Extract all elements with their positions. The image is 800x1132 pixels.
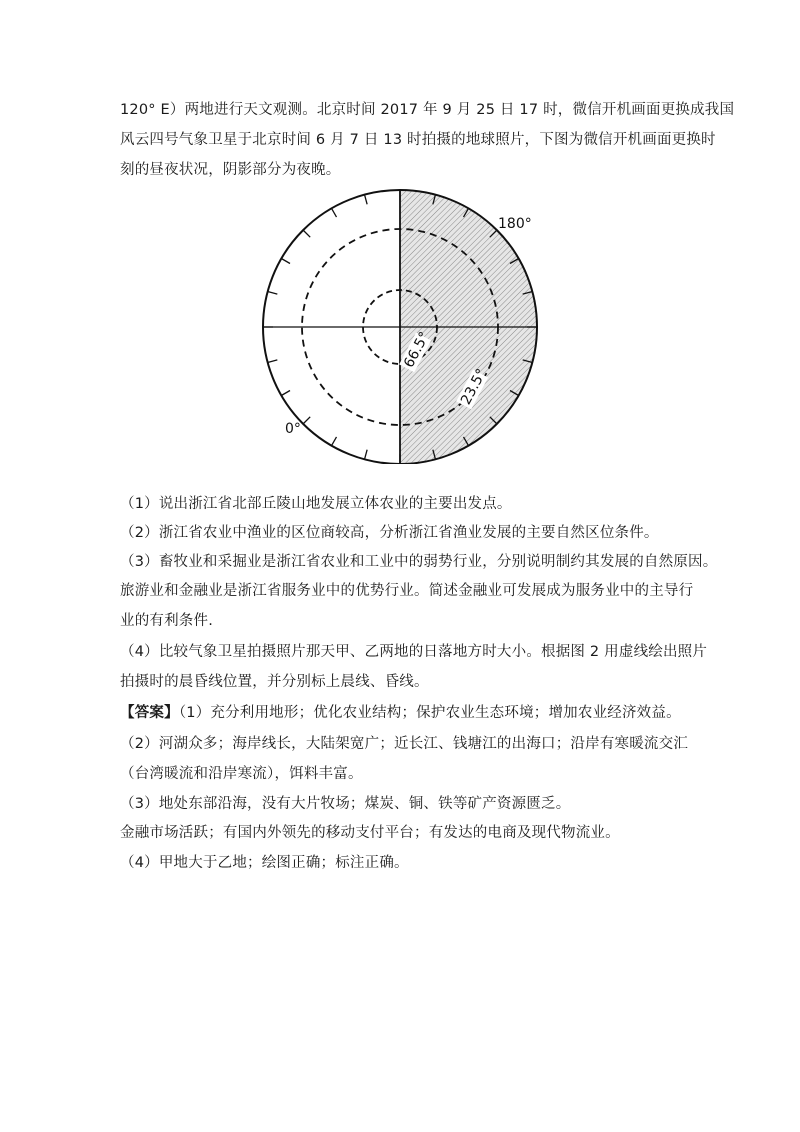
answer-4: （4）甲地大于乙地；绘图正确；标注正确。 [120,855,409,871]
answer-2-a: （2）河湖众多；海岸线长，大陆架宽广；近长江、钱塘江的出海口；沿岸有寒暖流交汇 [120,736,689,752]
answer-3-b: 金融市场活跃；有国内外领先的移动支付平台；有发达的电商及现代物流业。 [120,825,620,841]
intro-line-1: 120° E）两地进行天文观测。北京时间 2017 年 9 月 25 日 17 时，微信开机画面更换成我国 [120,102,735,118]
tick-mark [281,391,290,396]
tick-mark [332,437,337,446]
answer-tag: 【答案】 [120,705,179,721]
tick-mark [281,259,290,264]
label-23-5: 23.5° [458,366,491,408]
answer-1-line [120,701,681,722]
label-180: 180° [498,216,532,232]
intro-line-2: 风云四号气象卫星于北京时间 6 月 7 日 13 时拍摄的地球照片，下图为微信开机画面更换时 [120,132,716,148]
question-3-b: 旅游业和金融业是浙江省服务业中的优势行业。简述金融业可发展成为服务业中的主导行 [120,583,694,599]
question-2: （2）浙江省农业中渔业的区位商较高，分析浙江省渔业发展的主要自然区位条件。 [120,525,659,541]
tick-mark [365,195,368,205]
question-3-c: 业的有利条件. [120,613,214,629]
question-3-a: （3）畜牧业和采掘业是浙江省农业和工业中的弱势行业，分别说明制约其发展的自然原因。 [120,554,718,570]
tick-mark [303,417,310,424]
answer-2-b: （台湾暖流和沿岸寒流），饵料丰富。 [120,766,363,782]
question-4-a: （4）比较气象卫星拍摄照片那天甲、乙两地的日落地方时大小。根据图 2 用虚线绘出照片 [120,644,708,660]
tick-mark [365,450,368,460]
label-66-5: 66.5° [401,329,434,371]
day-night-diagram [258,186,548,464]
polar-view-svg [258,186,548,464]
answer-3-a: （3）地处东部沿海，没有大片牧场；煤炭、铜、铁等矿产资源匮乏。 [120,796,571,812]
tick-mark [268,292,278,295]
tick-mark [303,230,310,237]
tick-mark [268,360,278,363]
question-4-b: 拍摄时的晨昏线位置，并分别标上晨线、昏线。 [120,674,429,690]
answer-1: （1）充分利用地形；优化农业结构；保护农业生态环境；增加农业经济效益。 [178,705,681,721]
label-0: 0° [285,421,301,437]
question-1: （1）说出浙江省北部丘陵山地发展立体农业的主要出发点。 [120,496,512,512]
tick-mark [332,208,337,217]
intro-line-3: 刻的昼夜状况，阴影部分为夜晚。 [120,162,341,178]
